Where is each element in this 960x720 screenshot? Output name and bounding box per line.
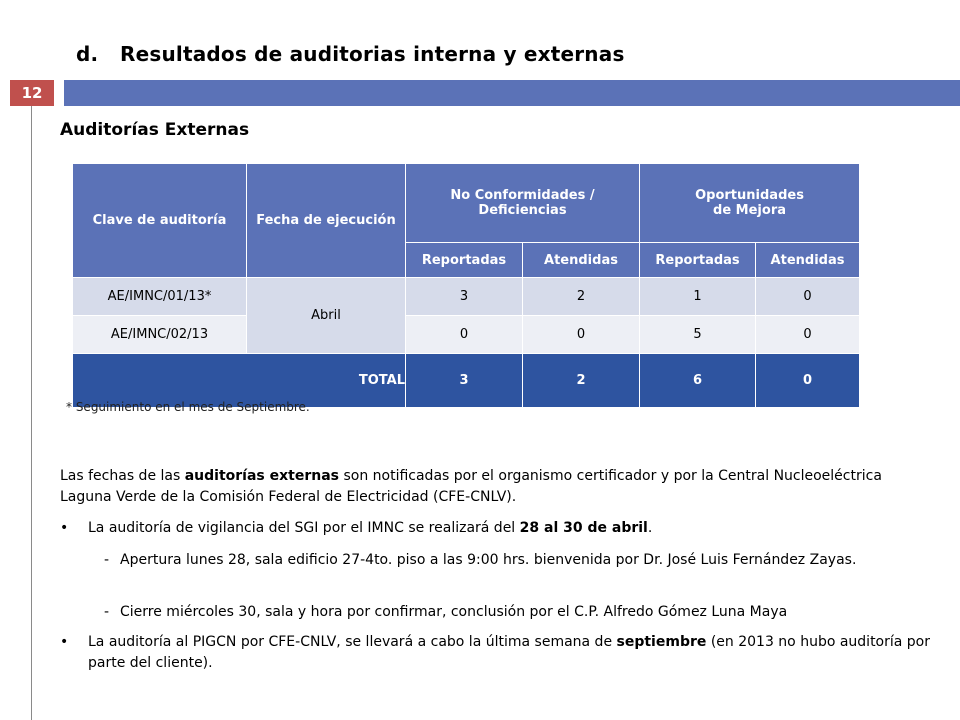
cell-om-reportadas: 5 <box>640 316 756 354</box>
cell-nc-atendidas: 0 <box>523 316 640 354</box>
bullet-text-bold: 28 al 30 de abril <box>519 520 648 536</box>
section-letter: d. <box>76 42 99 66</box>
bullet-text-bold: septiembre <box>616 634 707 650</box>
footnote: * Seguimiento en el mes de Septiembre. <box>66 400 310 414</box>
cell-fecha: Abril <box>247 278 406 354</box>
cell-clave: AE/IMNC/01/13* <box>73 278 247 316</box>
section-title: Resultados de auditorias interna y externas <box>120 42 625 66</box>
header-bar <box>64 80 960 106</box>
subheader-nc-atendidas: Atendidas <box>523 243 640 278</box>
bullet-text <box>88 518 948 539</box>
table-header-row <box>73 164 860 243</box>
bullet-text <box>88 632 948 674</box>
header-fecha: Fecha de ejecución <box>247 164 406 278</box>
intro-text-bold: auditorías externas <box>184 468 340 484</box>
cell-om-atendidas: 0 <box>756 316 860 354</box>
cell-om-atendidas: 0 <box>756 278 860 316</box>
cell-total-om-reportadas: 6 <box>640 354 756 408</box>
cell-total-nc-atendidas: 2 <box>523 354 640 408</box>
sub-item-text: Apertura lunes 28, sala edificio 27-4to. piso a las 9:00 hrs. bienvenida por Dr. José Luis Fernández Zayas. <box>120 552 857 568</box>
cell-om-reportadas: 1 <box>640 278 756 316</box>
header-oportunidades-line2: de Mejora <box>713 203 787 218</box>
subheader-om-atendidas: Atendidas <box>756 243 860 278</box>
header-oportunidades-line1: Oportunidades <box>695 188 804 203</box>
table-row <box>73 278 860 316</box>
bullet-text-2: . <box>647 520 653 536</box>
bullet-icon: • <box>60 634 69 650</box>
header-oportunidades <box>640 164 860 243</box>
slide-number: 12 <box>10 80 54 106</box>
bullet-text-1: La auditoría de vigilancia del SGI por el IMNC se realizará del <box>88 520 520 536</box>
bullet-icon: • <box>60 520 69 536</box>
cell-nc-atendidas: 2 <box>523 278 640 316</box>
audit-table <box>72 163 860 408</box>
left-divider <box>31 106 32 720</box>
cell-nc-reportadas: 3 <box>406 278 523 316</box>
cell-total-label: TOTAL <box>73 354 406 408</box>
cell-clave: AE/IMNC/02/13 <box>73 316 247 354</box>
subheader-om-reportadas: Reportadas <box>640 243 756 278</box>
cell-total-om-atendidas: 0 <box>756 354 860 408</box>
header-clave: Clave de auditoría <box>73 164 247 278</box>
subtitle: Auditorías Externas <box>60 120 250 140</box>
table-row <box>73 316 860 354</box>
slide-title <box>76 42 625 66</box>
header-no-conformidades: No Conformidades / Deficiencias <box>406 164 640 243</box>
intro-text-2: son notificadas por el organismo certificador y por la Central Nucleoeléctrica Laguna Verde de la Comisión Federal de Electricidad (CFE-CNLV). <box>60 468 882 505</box>
bullet-text-1: La auditoría al PIGCN por CFE-CNLV, se llevará a cabo la última semana de <box>88 634 617 650</box>
intro-paragraph <box>60 466 930 508</box>
intro-text-1: Las fechas de las <box>60 468 185 484</box>
bullet-text-2: (en 2013 no hubo auditoría por parte del cliente). <box>88 634 931 671</box>
dash-icon: - <box>104 552 110 568</box>
subheader-nc-reportadas: Reportadas <box>406 243 523 278</box>
sub-item-text: Cierre miércoles 30, sala y hora por confirmar, conclusión por el C.P. Alfredo Gómez Luna Maya <box>120 604 788 620</box>
cell-nc-reportadas: 0 <box>406 316 523 354</box>
cell-total-nc-reportadas: 3 <box>406 354 523 408</box>
dash-icon: - <box>104 604 110 620</box>
